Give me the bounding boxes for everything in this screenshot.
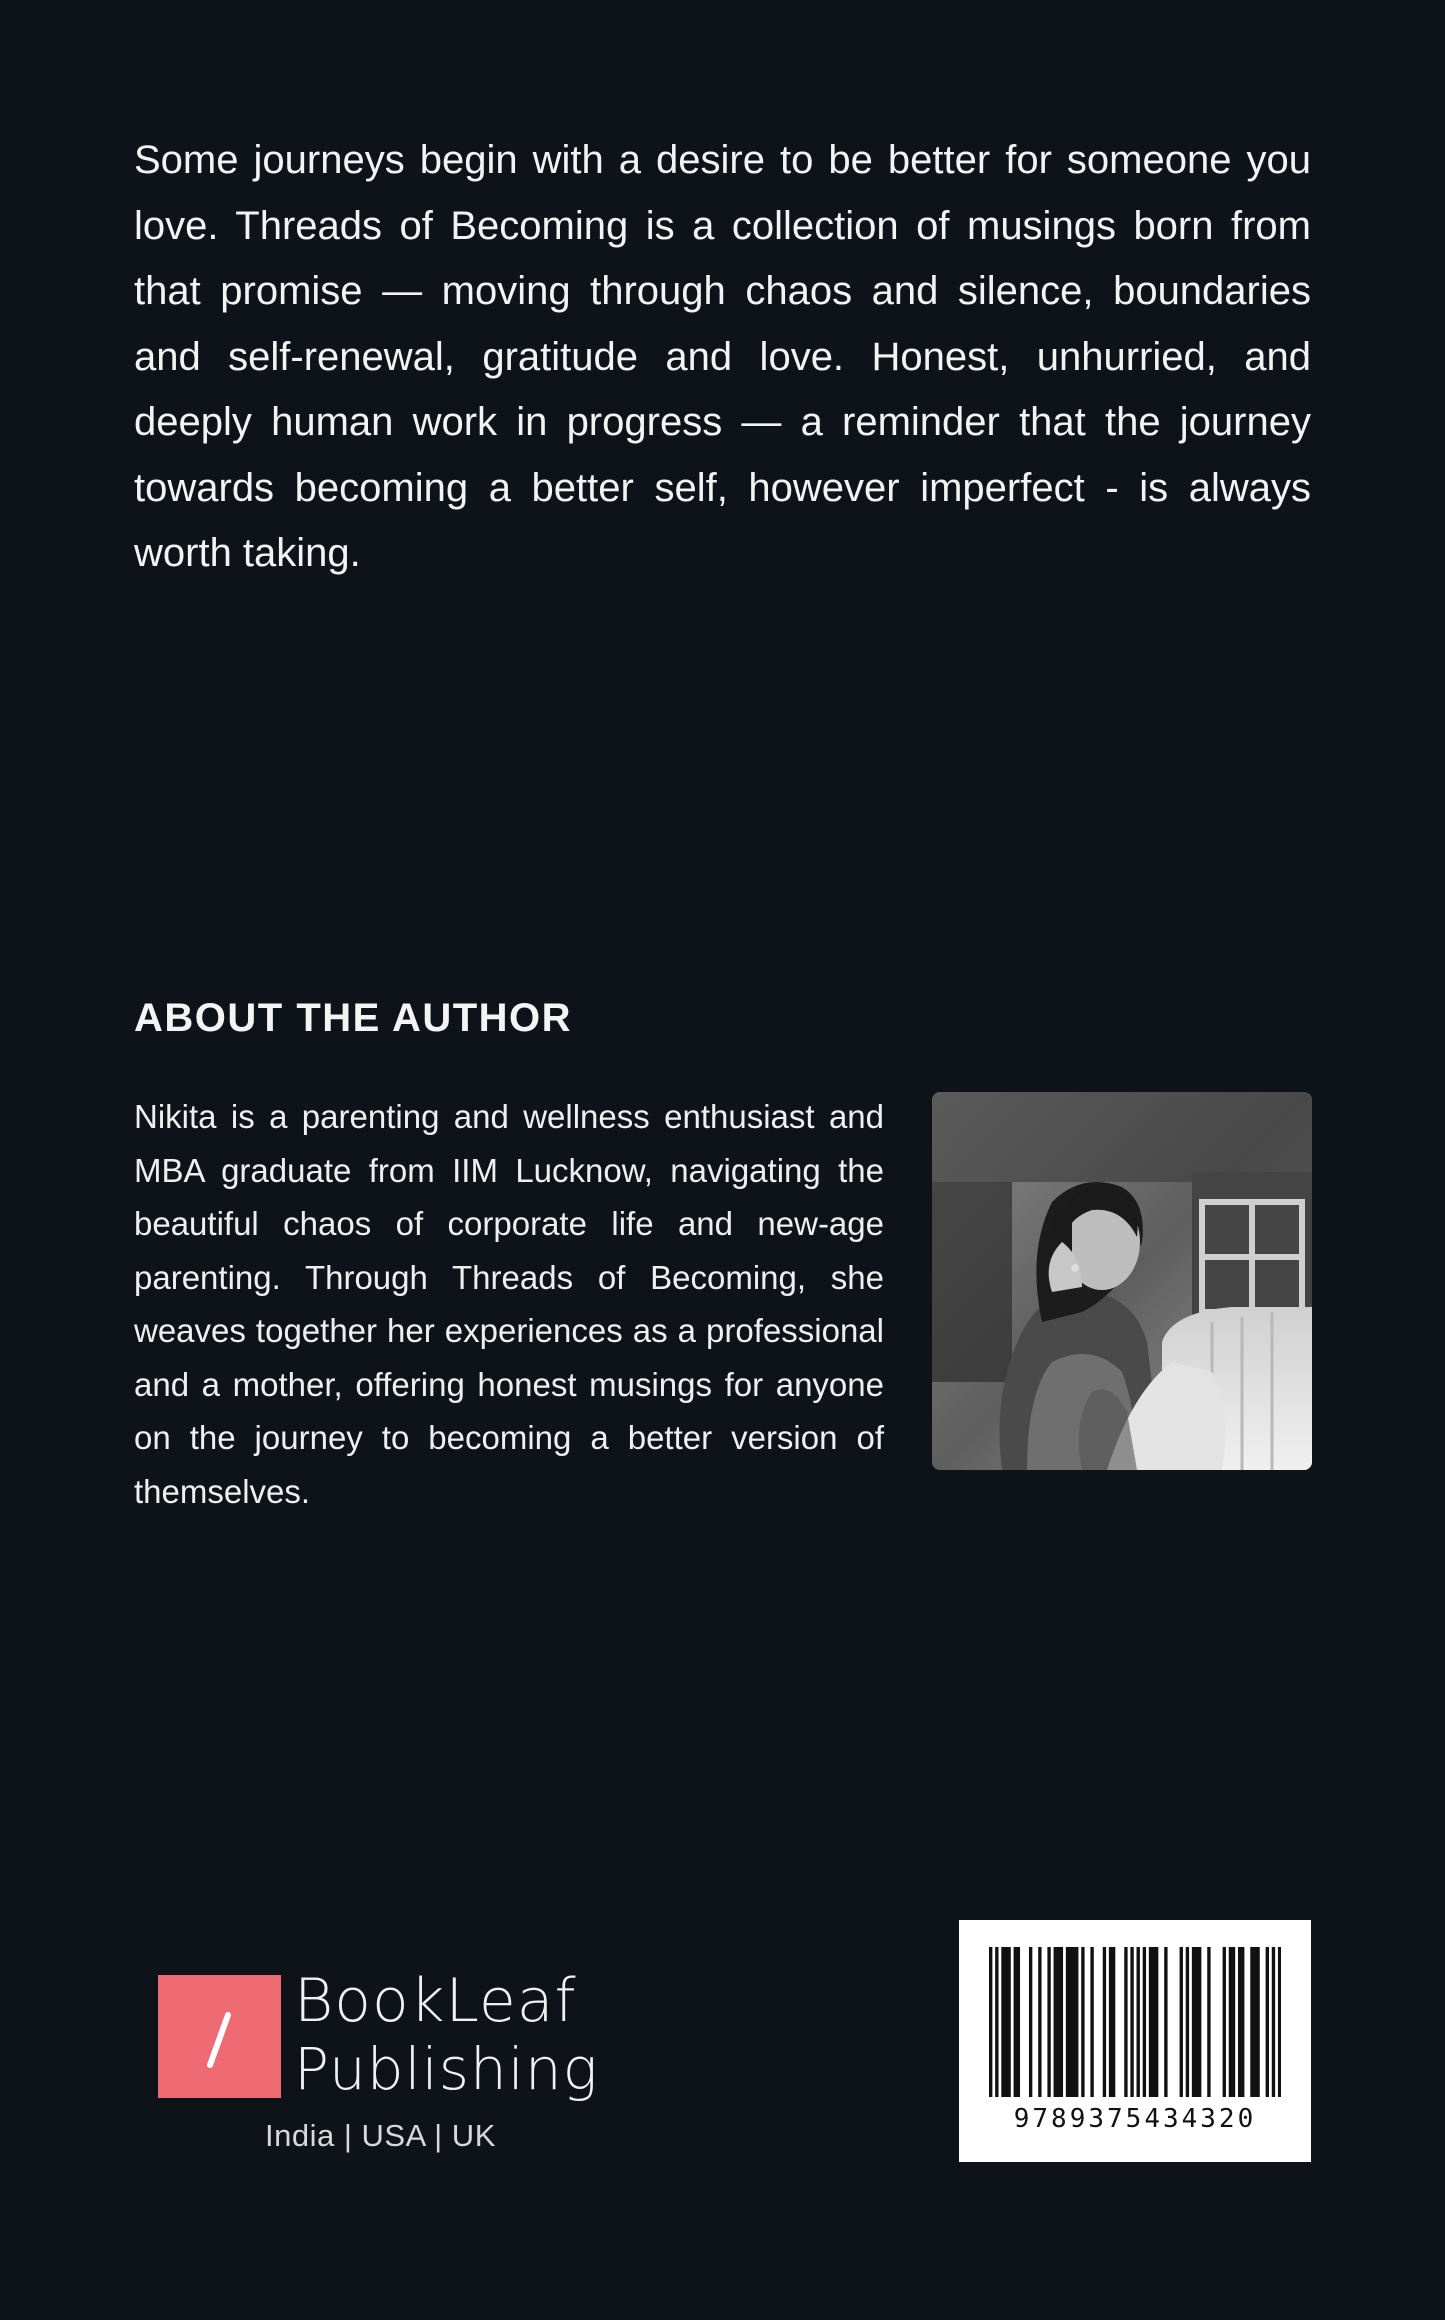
barcode-bar xyxy=(989,1947,992,2097)
barcode-bar xyxy=(1272,1947,1275,2097)
barcode-bar xyxy=(1014,1947,1017,2097)
barcode-bar xyxy=(1149,1947,1152,2097)
barcode-bar xyxy=(1060,1947,1063,2097)
barcode-bar xyxy=(1075,1947,1078,2097)
barcode-bar xyxy=(1241,1947,1244,2097)
barcode-bar xyxy=(1238,1947,1241,2097)
barcode-bar xyxy=(1143,1947,1146,2097)
barcode-bar xyxy=(1195,1947,1198,2097)
barcode-bar xyxy=(1001,1947,1004,2097)
barcode-bar xyxy=(1266,1947,1269,2097)
barcode-bar xyxy=(1090,1947,1093,2097)
publisher-logo-mark xyxy=(158,1975,281,2098)
barcode-bar xyxy=(1229,1947,1232,2097)
barcode-bar xyxy=(1072,1947,1075,2097)
about-author-heading: ABOUT THE AUTHOR xyxy=(134,996,573,1040)
publisher-name-line2: Publishing xyxy=(294,2035,599,2103)
barcode-bar xyxy=(1112,1947,1115,2097)
barcode-bar xyxy=(1038,1947,1041,2097)
barcode-bar xyxy=(1069,1947,1072,2097)
barcode-bar xyxy=(1198,1947,1201,2097)
barcode-bar xyxy=(1232,1947,1235,2097)
barcode-bar xyxy=(1130,1947,1133,2097)
publisher-name-line1: BookLeaf xyxy=(294,1966,577,2036)
barcode-bar xyxy=(1256,1947,1259,2097)
barcode-bar xyxy=(1004,1947,1007,2097)
barcode-bar xyxy=(1017,1947,1020,2097)
barcode-bar xyxy=(1207,1947,1210,2097)
about-author-text: Nikita is a parenting and wellness enthusiast and MBA graduate from IIM Lucknow, navigating the beautiful chaos of corporate life and new-age parenting. Through Threads of Becoming, she weaves together her experiences as a professional and a mother, offering honest musings for anyone on the journey to becoming a better version of themselves. xyxy=(134,1098,884,1510)
barcode-bar xyxy=(1057,1947,1060,2097)
barcode-bar xyxy=(1137,1947,1140,2097)
barcode-bar xyxy=(1180,1947,1183,2097)
isbn-number: 9789375434320 xyxy=(1013,2104,1257,2134)
barcode-bar xyxy=(1081,1947,1084,2097)
publisher-regions: India | USA | UK xyxy=(265,2118,496,2153)
barcode-bar xyxy=(1047,1947,1050,2097)
barcode-bar xyxy=(1186,1947,1189,2097)
barcode-bar xyxy=(1109,1947,1112,2097)
barcode-bar xyxy=(1164,1947,1167,2097)
barcode-bar xyxy=(1278,1947,1281,2097)
barcode-bar xyxy=(1152,1947,1155,2097)
barcode-bar xyxy=(1029,1947,1032,2097)
barcode-bars xyxy=(989,1947,1281,2097)
barcode-bar xyxy=(1066,1947,1069,2097)
isbn-barcode xyxy=(959,1920,1311,2162)
barcode-bar xyxy=(1253,1947,1256,2097)
barcode-bar xyxy=(1103,1947,1106,2097)
barcode-bar xyxy=(1192,1947,1195,2097)
back-cover-blurb: Some journeys begin with a desire to be better for someone you love. Threads of Becoming is a collection of musings born from that promise — moving through chaos and silence, boundaries and self-renewal, gratitude and love. Honest, unhurried, and deeply human work in progress — a reminder that the journey towards becoming a better self, however imperfect - is always worth taking. xyxy=(134,138,1311,575)
barcode-bar xyxy=(1155,1947,1158,2097)
barcode-bar xyxy=(1223,1947,1226,2097)
barcode-bar xyxy=(995,1947,998,2097)
barcode-bar xyxy=(1054,1947,1057,2097)
barcode-bar xyxy=(1250,1947,1253,2097)
author-photo xyxy=(932,1092,1312,1470)
barcode-bar xyxy=(1124,1947,1127,2097)
barcode-bar xyxy=(1007,1947,1010,2097)
